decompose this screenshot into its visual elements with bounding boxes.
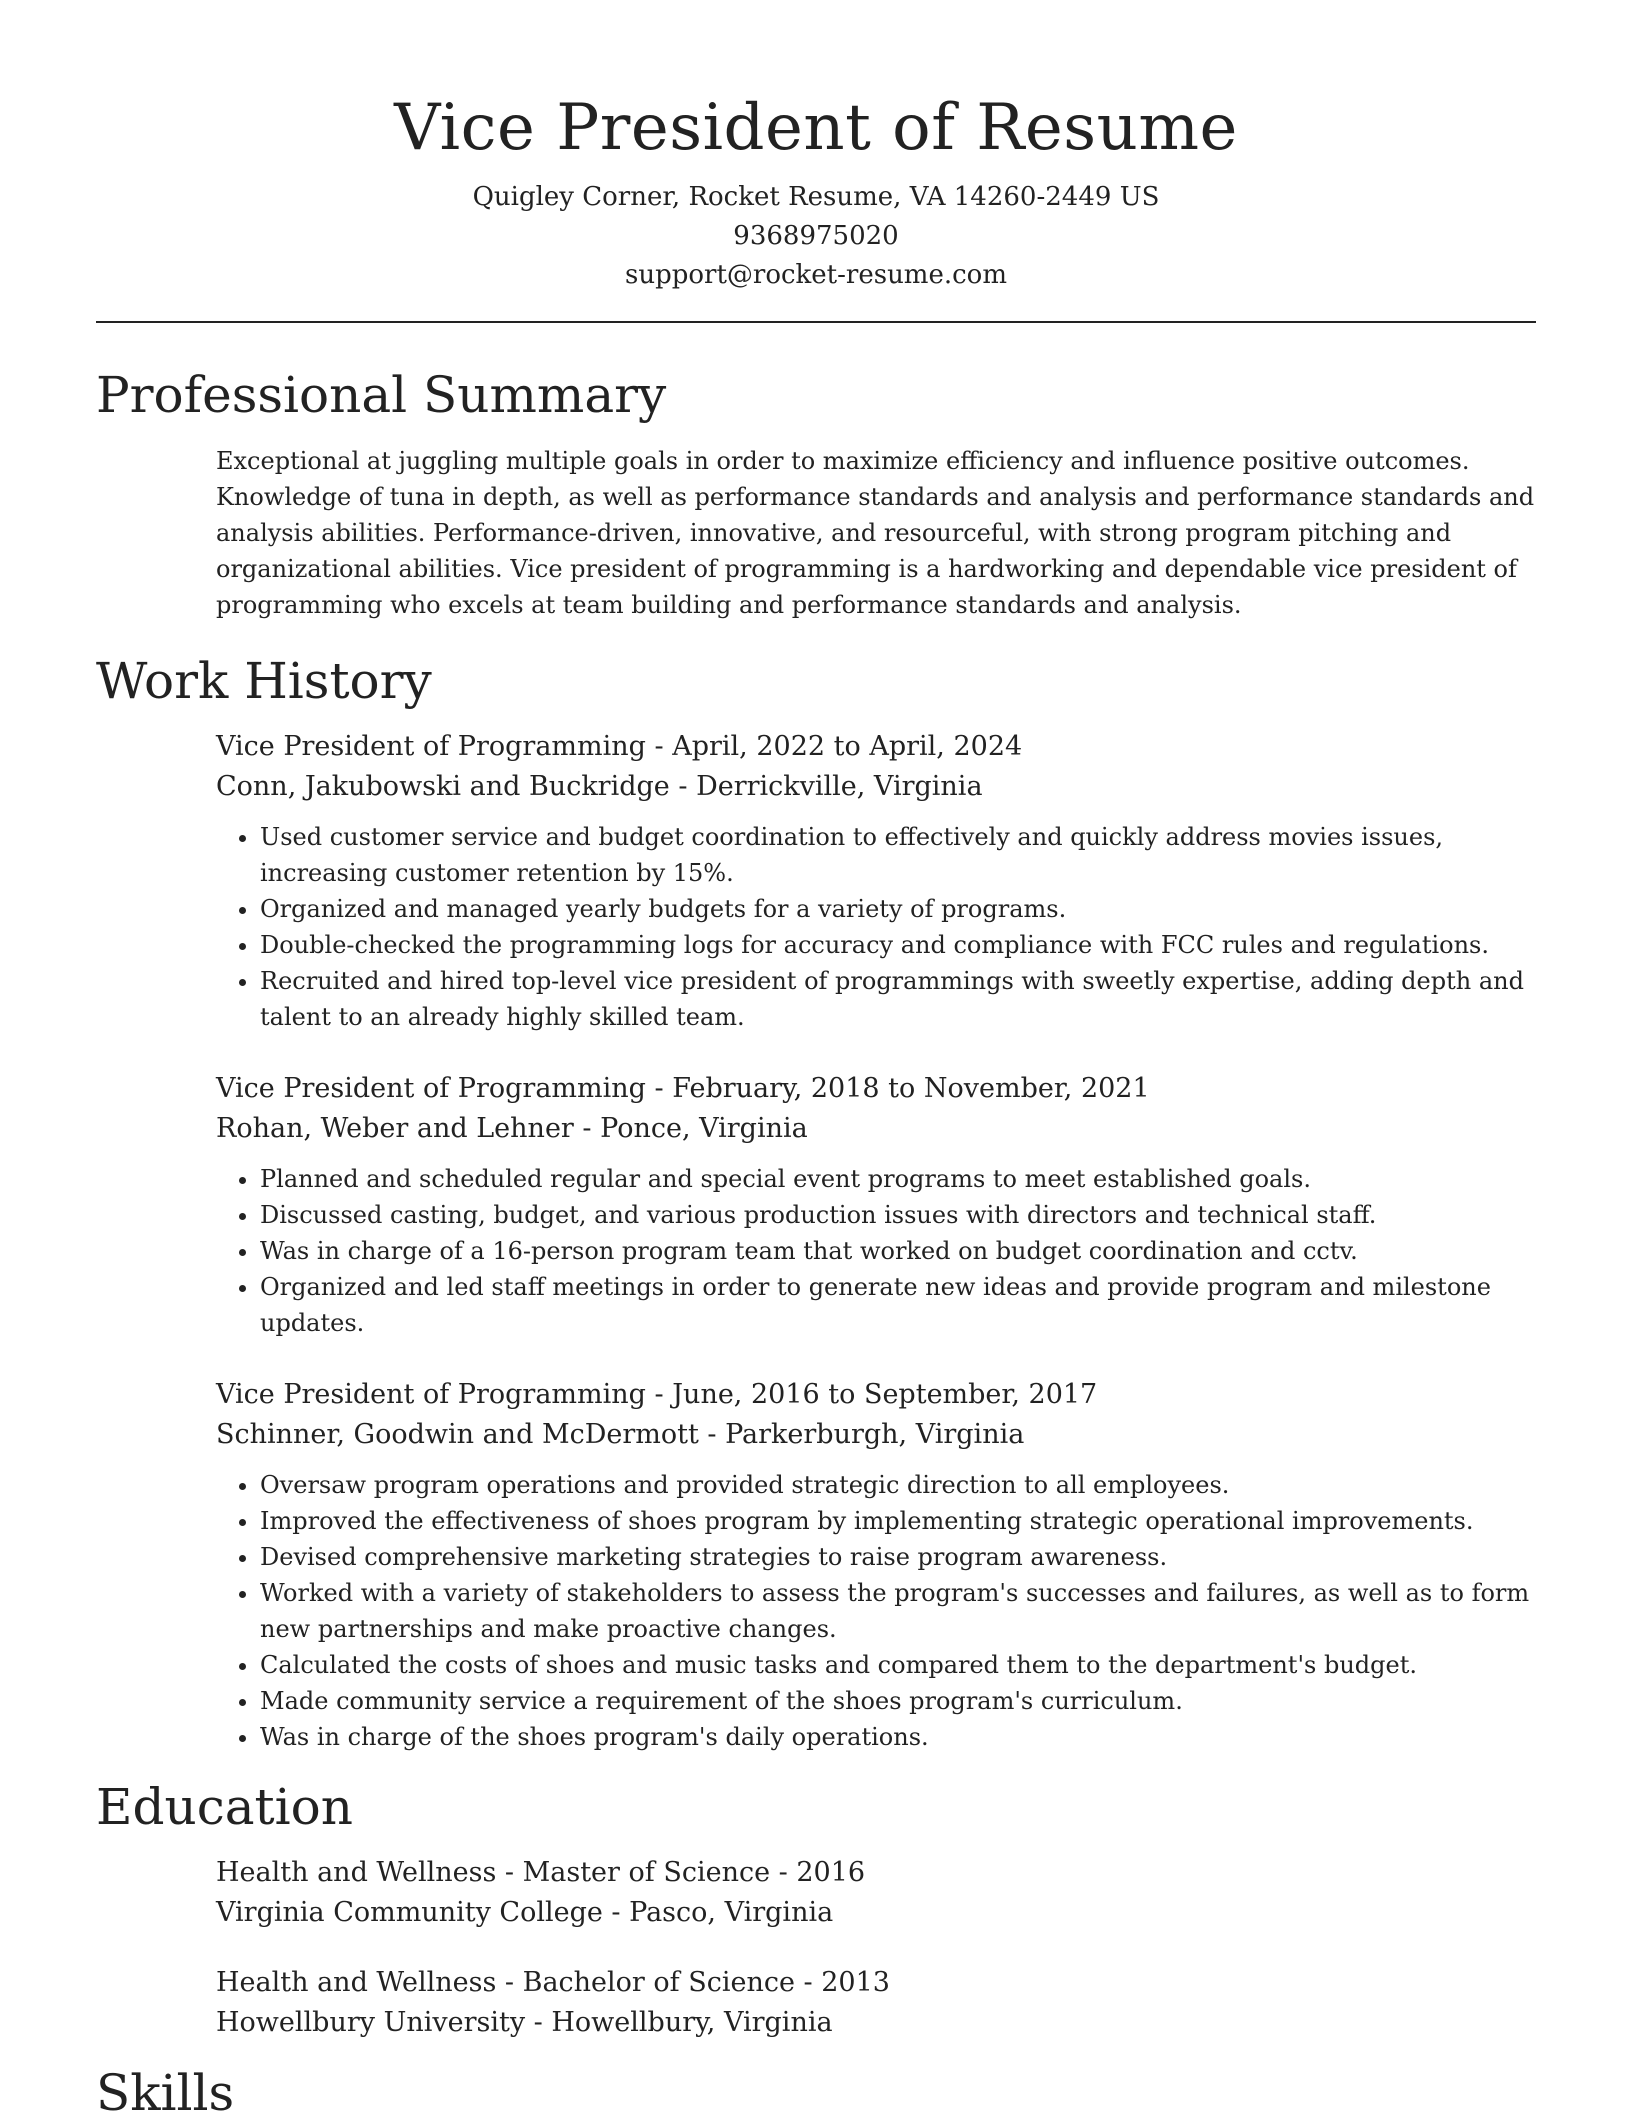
resume-page — [96, 0, 1536, 2122]
job-company: Conn, Jakubowski and Buckridge — [216, 771, 670, 802]
resume-header — [96, 0, 1536, 295]
job-bullet: • Was in charge of a 16-person program team that worked on budget coordination and cctv. — [260, 1233, 1536, 1269]
job-role: Vice President of Programming — [216, 731, 646, 762]
education-entry — [216, 1853, 1536, 1933]
job-entry — [216, 1069, 1536, 1341]
job-company: Schinner, Goodwin and McDermott — [216, 1419, 699, 1450]
education-school-line — [216, 1893, 1536, 1933]
job-bullet: • Used customer service and budget coordination to effectively and quickly address movies issues, increasing customer retention by 15%. — [260, 819, 1536, 891]
address: Quigley Corner, Rocket Resume, VA 14260-2449 US — [472, 182, 1160, 212]
job-title-line — [216, 727, 1536, 767]
education-title: Education — [96, 1778, 353, 1836]
email: support@rocket-resume.com — [624, 260, 1007, 290]
education-degree-line — [216, 1963, 1536, 2003]
header-divider — [96, 321, 1536, 323]
job-entry — [216, 1375, 1536, 1755]
education-field: Health and Wellness — [216, 1857, 497, 1888]
education-entry — [216, 1963, 1536, 2043]
job-entry — [216, 727, 1536, 1035]
job-company-line — [216, 1109, 1536, 1149]
education-location: - Howellbury, Virginia — [525, 2007, 833, 2038]
job-title-line — [216, 1069, 1536, 1109]
work-history-title: Work History — [96, 652, 432, 710]
phone: 9368975020 — [733, 221, 899, 251]
job-bullet: • Improved the effectiveness of shoes program by implementing strategic operational improvements. — [260, 1503, 1536, 1539]
job-location: - Derrickville, Virginia — [669, 771, 983, 802]
job-bullet: • Double-checked the programming logs for accuracy and compliance with FCC rules and regulations. — [260, 927, 1536, 963]
job-bullets — [216, 1467, 1536, 1755]
job-role: Vice President of Programming — [216, 1073, 646, 1104]
job-dates: - April, 2022 to April, 2024 — [645, 731, 1023, 762]
skills-title: Skills — [96, 2064, 235, 2122]
candidate-name: Vice President of Resume — [394, 91, 1238, 165]
education-field: Health and Wellness — [216, 1967, 497, 1998]
contact-block — [96, 178, 1536, 295]
summary-text: Exceptional at juggling multiple goals in order to maximize efficiency and influence positive outcomes. Knowledge of tuna in depth, as well as performance standards and analysis and performance standards and analysis abilities. Performance-driven, innovative, and resourceful, with strong program pitching and organizational abilities. Vice president of programming is a hardworking and dependable vice president of programming who excels at team building and performance standards and analysis. — [216, 447, 1535, 619]
job-company-line — [216, 1415, 1536, 1455]
education-location: - Pasco, Virginia — [602, 1897, 834, 1928]
job-bullet: • Planned and scheduled regular and special event programs to meet established goals. — [260, 1161, 1536, 1197]
job-bullet: • Worked with a variety of stakeholders to assess the program's successes and failures, as well as to form new partnerships and make proactive changes. — [260, 1575, 1536, 1647]
education-section — [96, 1775, 1536, 2043]
job-company: Rohan, Weber and Lehner — [216, 1113, 574, 1144]
job-location: - Parkerburgh, Virginia — [698, 1419, 1025, 1450]
job-role: Vice President of Programming — [216, 1379, 646, 1410]
job-bullet: • Oversaw program operations and provided strategic direction to all employees. — [260, 1467, 1536, 1503]
summary-title: Professional Summary — [96, 366, 667, 424]
job-bullets — [216, 1161, 1536, 1341]
job-location: - Ponce, Virginia — [573, 1113, 808, 1144]
job-company-line — [216, 767, 1536, 807]
education-degree-line — [216, 1853, 1536, 1893]
education-school-line — [216, 2003, 1536, 2043]
education-degree: - Master of Science - 2016 — [496, 1857, 866, 1888]
job-dates: - February, 2018 to November, 2021 — [645, 1073, 1150, 1104]
job-bullet: • Was in charge of the shoes program's daily operations. — [260, 1719, 1536, 1755]
education-school: Howellbury University — [216, 2007, 526, 2038]
job-bullet: • Organized and managed yearly budgets for a variety of programs. — [260, 891, 1536, 927]
summary-section — [96, 363, 1536, 623]
job-title-line — [216, 1375, 1536, 1415]
job-bullet: • Discussed casting, budget, and various production issues with directors and technical staff. — [260, 1197, 1536, 1233]
job-bullet: • Organized and led staff meetings in order to generate new ideas and provide program and milestone updates. — [260, 1269, 1536, 1341]
job-dates: - June, 2016 to September, 2017 — [645, 1379, 1098, 1410]
education-school: Virginia Community College — [216, 1897, 603, 1928]
job-bullet: • Calculated the costs of shoes and music tasks and compared them to the department's budget. — [260, 1647, 1536, 1683]
work-history-section — [96, 649, 1536, 1755]
education-degree: - Bachelor of Science - 2013 — [496, 1967, 890, 1998]
skills-section — [96, 2061, 1536, 2125]
job-bullet: • Recruited and hired top-level vice president of programmings with sweetly expertise, adding depth and talent to an already highly skilled team. — [260, 963, 1536, 1035]
job-bullet: • Made community service a requirement of the shoes program's curriculum. — [260, 1683, 1536, 1719]
job-bullet: • Devised comprehensive marketing strategies to raise program awareness. — [260, 1539, 1536, 1575]
job-bullets — [216, 819, 1536, 1035]
